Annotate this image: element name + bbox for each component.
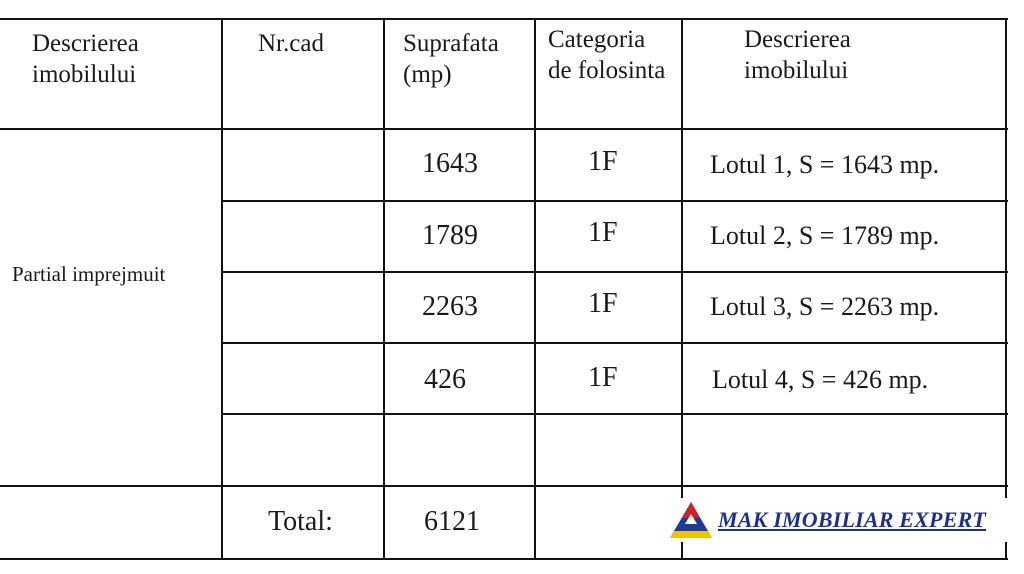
total-value: 6121 xyxy=(424,506,480,537)
row-1-suprafata: 1643 xyxy=(422,148,478,179)
row-1-descriere: Lotul 1, S = 1643 mp. xyxy=(710,150,940,179)
row-3-categoria: 1F xyxy=(588,288,618,319)
header-categoria: Categoria de folosinta xyxy=(548,26,666,84)
row-3-suprafata: 2263 xyxy=(422,291,478,322)
header-suprafata: Suprafata (mp) xyxy=(403,30,499,88)
header-bottom-border xyxy=(0,128,1008,130)
merged-description: Partial imprejmuit xyxy=(12,262,166,286)
company-logo xyxy=(668,498,1018,542)
column-divider xyxy=(383,18,385,560)
row-2-categoria: 1F xyxy=(588,217,618,248)
table-top-border xyxy=(0,18,1008,20)
header-nr-cad: Nr.cad xyxy=(258,30,324,57)
header-descrierea-imobilului-2: Descrierea imobilului xyxy=(744,26,851,84)
column-divider xyxy=(221,18,223,560)
row-divider xyxy=(222,200,1008,202)
row-divider xyxy=(222,342,1008,344)
row-2-suprafata: 1789 xyxy=(422,220,478,251)
header-descrierea-imobilului: Descrierea imobilului xyxy=(32,30,139,88)
row-2-descriere: Lotul 2, S = 1789 mp. xyxy=(710,221,940,250)
row-divider xyxy=(222,271,1008,273)
row-4-suprafata: 426 xyxy=(424,364,466,395)
total-label: Total: xyxy=(268,506,333,537)
table-bottom-border xyxy=(0,558,1008,560)
row-4-descriere: Lotul 4, S = 426 mp. xyxy=(712,365,929,394)
total-top-border xyxy=(0,485,1008,487)
table-right-border xyxy=(1005,18,1007,560)
house-triangle-icon xyxy=(668,500,714,540)
row-3-descriere: Lotul 3, S = 2263 mp. xyxy=(710,292,940,321)
column-divider xyxy=(681,18,683,560)
row-4-categoria: 1F xyxy=(588,362,618,393)
row-1-categoria: 1F xyxy=(588,146,618,177)
column-divider xyxy=(534,18,536,560)
row-divider xyxy=(222,413,1008,415)
logo-text: MAK IMOBILIAR EXPERT xyxy=(718,507,987,532)
